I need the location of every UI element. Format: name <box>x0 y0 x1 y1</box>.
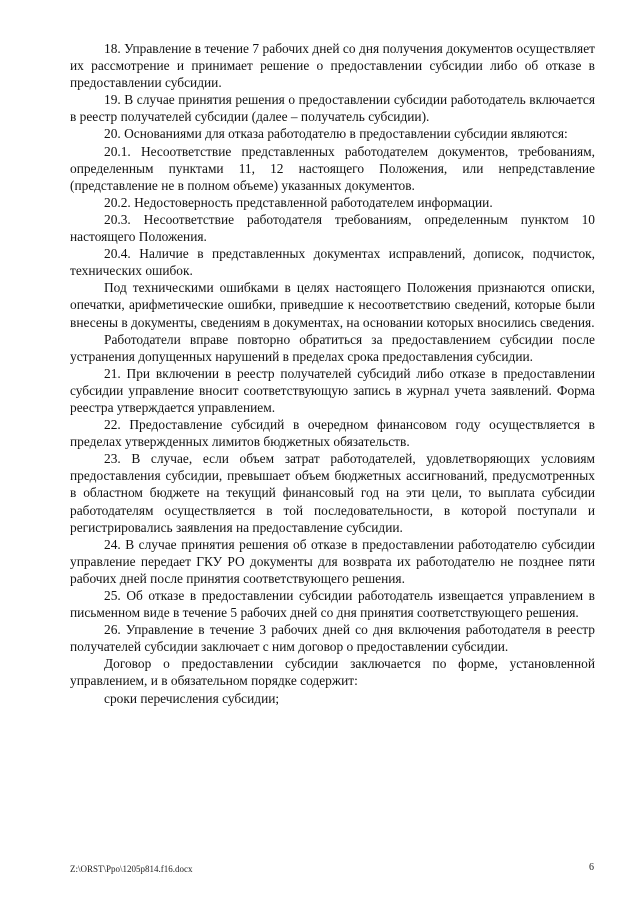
paragraph-21: 21. При включении в реестр получателей субсидий либо отказе в предоставлении субсидии управление вносит соответствующую запись в журнал учета заявлений. Форма реестра утверждается управлением. <box>70 365 595 415</box>
footer-file-path: Z:\ORST\Ppo\1205p814.f16.docx <box>70 864 193 874</box>
paragraph-18: 18. Управление в течение 7 рабочих дней со дня получения документов осуществляет их рассмотрение и принимает решение о предоставлении субсидии либо об отказе в предоставлении субсидии. <box>70 41 595 91</box>
paragraph-20-2: 20.2. Недостоверность представленной работодателем информации. <box>104 194 493 210</box>
paragraph-20-1: 20.1. Несоответствие представленных работодателем документов, требованиям, определенным пунктами 11, 12 настоящего Положения, или непредставление (представление не в полном объеме) указанных документов. <box>70 143 595 193</box>
paragraph-contract: Договор о предоставлении субсидии заключается по форме, установленной управлением, и в обязательном порядке содержит: <box>70 656 595 689</box>
document-body <box>70 40 595 707</box>
paragraph-26: 26. Управление в течение 3 рабочих дней со дня включения работодателя в реестр получателей субсидии заключает с ним договор о предоставлении субсидии. <box>70 622 595 655</box>
paragraph-20: 20. Основаниями для отказа работодателю в предоставлении субсидии являются: <box>104 126 568 142</box>
paragraph-24: 24. В случае принятия решения об отказе в предоставлении работодателю субсидии управление передает ГКУ РО документы для возврата их работодателю не позднее пяти рабочих дней после принятия соответствующего решения. <box>70 536 595 586</box>
paragraph-20-3: 20.3. Несоответствие работодателя требованиям, определенным пунктом 10 настоящего Положения. <box>70 211 595 245</box>
page-number: 6 <box>589 862 594 873</box>
paragraph-22: 22. Предоставление субсидий в очередном финансовом году осуществляется в пределах утвержденных лимитов бюджетных обязательств. <box>70 417 595 450</box>
paragraph-20-4: 20.4. Наличие в представленных документах исправлений, дописок, подчисток, технических ошибок. <box>70 246 595 279</box>
paragraph-19: 19. В случае принятия решения о предоставлении субсидии работодатель включается в реестр получателей субсидии (далее – получатель субсидии). <box>70 92 595 125</box>
paragraph-25: 25. Об отказе в предоставлении субсидии работодатель извещается управлением в письменном виде в течение 5 рабочих дней со дня принятия соответствующего решения. <box>70 588 595 621</box>
paragraph-technical-errors: Под техническими ошибками в целях настоящего Положения признаются описки, опечатки, арифметические ошибки, приведшие к несоответствию сведений, которые были внесены в документы, сведениям в документах, на основании которых вносились сведения. <box>70 280 595 330</box>
paragraph-payment-terms: сроки перечисления субсидии; <box>104 690 280 706</box>
paragraph-repeat-application: Работодатели вправе повторно обратиться за предоставлением субсидии после устранения допущенных нарушений в пределах срока предоставления субсидии. <box>70 331 595 364</box>
paragraph-23: 23. В случае, если объем затрат работодателей, удовлетворяющих условиям предоставления субсидии, превышает объем бюджетных ассигнований, предусмотренных в областном бюджете на текущий финансовый год на эти цели, то выплата субсидии работодателям осуществляется в той последовательности, в которой поступали и регистрировались заявления на предоставление субсидии. <box>70 451 595 535</box>
